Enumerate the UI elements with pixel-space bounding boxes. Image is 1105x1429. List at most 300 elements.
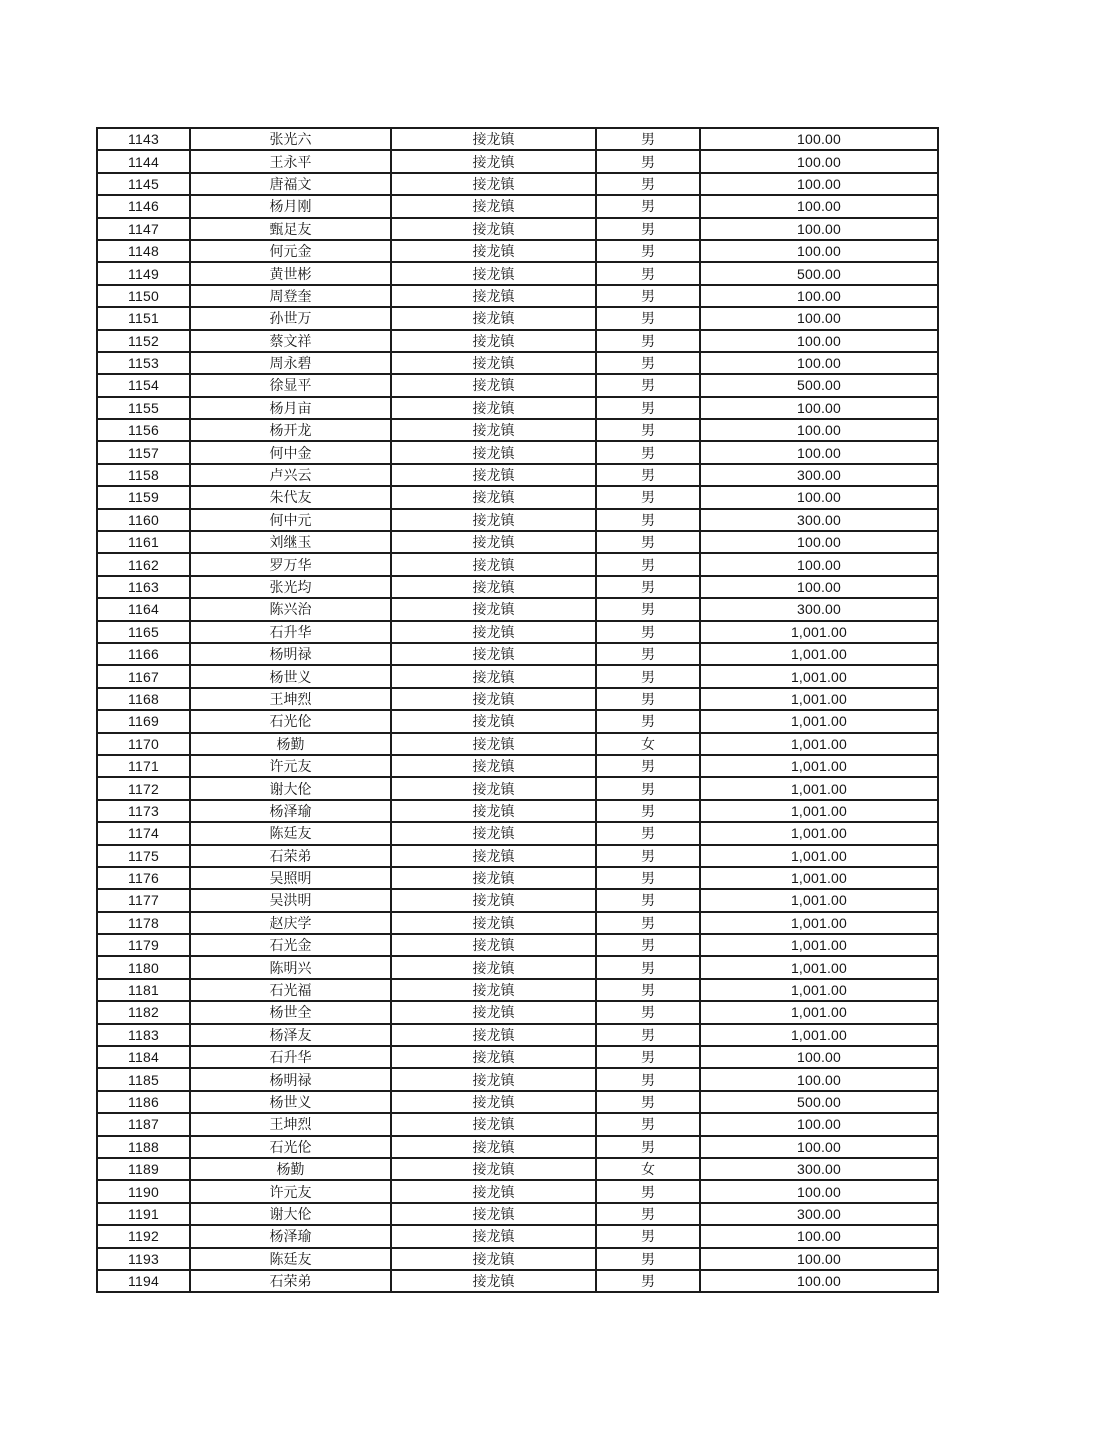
cell-town: 接龙镇 (391, 1046, 596, 1068)
cell-town: 接龙镇 (391, 889, 596, 911)
table-row (97, 1068, 938, 1090)
table-row (97, 733, 938, 755)
table-row (97, 1270, 938, 1292)
cell-name: 石光伦 (190, 710, 391, 732)
cell-town: 接龙镇 (391, 240, 596, 262)
cell-amount: 100.00 (700, 1248, 938, 1270)
cell-gender: 男 (596, 195, 700, 217)
cell-name: 王永平 (190, 150, 391, 172)
table-row (97, 1046, 938, 1068)
cell-id: 1163 (97, 576, 190, 598)
cell-gender: 男 (596, 800, 700, 822)
cell-amount: 300.00 (700, 1203, 938, 1225)
cell-id: 1172 (97, 777, 190, 799)
cell-id: 1180 (97, 956, 190, 978)
cell-name: 甄足友 (190, 218, 391, 240)
table-body (97, 128, 938, 1292)
beneficiary-table (96, 127, 939, 1293)
cell-gender: 男 (596, 665, 700, 687)
cell-id: 1160 (97, 509, 190, 531)
cell-name: 罗万华 (190, 553, 391, 575)
cell-gender: 男 (596, 755, 700, 777)
table-row (97, 374, 938, 396)
cell-amount: 100.00 (700, 307, 938, 329)
cell-town: 接龙镇 (391, 1248, 596, 1270)
cell-gender: 男 (596, 979, 700, 1001)
cell-town: 接龙镇 (391, 576, 596, 598)
cell-id: 1188 (97, 1136, 190, 1158)
cell-town: 接龙镇 (391, 845, 596, 867)
cell-town: 接龙镇 (391, 285, 596, 307)
cell-gender: 男 (596, 1248, 700, 1270)
cell-id: 1146 (97, 195, 190, 217)
table-row (97, 1024, 938, 1046)
table-row (97, 173, 938, 195)
cell-name: 陈明兴 (190, 956, 391, 978)
table-row (97, 509, 938, 531)
cell-id: 1153 (97, 352, 190, 374)
cell-id: 1184 (97, 1046, 190, 1068)
table-row (97, 307, 938, 329)
cell-name: 陈廷友 (190, 822, 391, 844)
cell-name: 石光伦 (190, 1136, 391, 1158)
table-row (97, 1136, 938, 1158)
cell-town: 接龙镇 (391, 1158, 596, 1180)
cell-name: 杨泽瑜 (190, 800, 391, 822)
cell-gender: 男 (596, 912, 700, 934)
cell-id: 1152 (97, 330, 190, 352)
cell-id: 1159 (97, 486, 190, 508)
cell-name: 王坤烈 (190, 688, 391, 710)
table-row (97, 777, 938, 799)
table-row (97, 576, 938, 598)
table-row (97, 553, 938, 575)
table-row (97, 710, 938, 732)
table-row (97, 643, 938, 665)
cell-name: 许元友 (190, 755, 391, 777)
cell-name: 杨勤 (190, 1158, 391, 1180)
cell-id: 1176 (97, 867, 190, 889)
cell-amount: 500.00 (700, 1091, 938, 1113)
cell-amount: 100.00 (700, 1046, 938, 1068)
cell-town: 接龙镇 (391, 755, 596, 777)
cell-town: 接龙镇 (391, 173, 596, 195)
cell-id: 1171 (97, 755, 190, 777)
cell-name: 杨明禄 (190, 643, 391, 665)
table-row (97, 240, 938, 262)
cell-id: 1154 (97, 374, 190, 396)
cell-gender: 女 (596, 1158, 700, 1180)
cell-amount: 1,001.00 (700, 755, 938, 777)
cell-id: 1192 (97, 1225, 190, 1247)
cell-id: 1194 (97, 1270, 190, 1292)
cell-name: 刘继玉 (190, 531, 391, 553)
cell-amount: 100.00 (700, 1180, 938, 1202)
cell-id: 1144 (97, 150, 190, 172)
cell-town: 接龙镇 (391, 1136, 596, 1158)
cell-town: 接龙镇 (391, 262, 596, 284)
cell-id: 1175 (97, 845, 190, 867)
cell-town: 接龙镇 (391, 218, 596, 240)
cell-town: 接龙镇 (391, 553, 596, 575)
cell-name: 杨世义 (190, 1091, 391, 1113)
cell-town: 接龙镇 (391, 979, 596, 1001)
cell-gender: 男 (596, 688, 700, 710)
cell-name: 朱代友 (190, 486, 391, 508)
cell-gender: 男 (596, 956, 700, 978)
cell-town: 接龙镇 (391, 1001, 596, 1023)
cell-name: 谢大伦 (190, 777, 391, 799)
table-row (97, 531, 938, 553)
cell-gender: 男 (596, 240, 700, 262)
cell-name: 卢兴云 (190, 464, 391, 486)
cell-id: 1166 (97, 643, 190, 665)
cell-name: 杨月亩 (190, 397, 391, 419)
cell-gender: 男 (596, 1180, 700, 1202)
cell-town: 接龙镇 (391, 307, 596, 329)
cell-gender: 男 (596, 576, 700, 598)
cell-town: 接龙镇 (391, 934, 596, 956)
cell-amount: 1,001.00 (700, 912, 938, 934)
table-row (97, 464, 938, 486)
cell-town: 接龙镇 (391, 822, 596, 844)
table-row (97, 352, 938, 374)
cell-name: 陈兴治 (190, 598, 391, 620)
cell-town: 接龙镇 (391, 1091, 596, 1113)
cell-gender: 男 (596, 531, 700, 553)
table-row (97, 800, 938, 822)
cell-town: 接龙镇 (391, 800, 596, 822)
cell-name: 杨泽友 (190, 1024, 391, 1046)
cell-gender: 男 (596, 486, 700, 508)
table-row (97, 889, 938, 911)
cell-id: 1189 (97, 1158, 190, 1180)
cell-name: 杨世全 (190, 1001, 391, 1023)
cell-id: 1181 (97, 979, 190, 1001)
cell-gender: 男 (596, 1046, 700, 1068)
cell-amount: 1,001.00 (700, 777, 938, 799)
cell-gender: 男 (596, 621, 700, 643)
cell-id: 1143 (97, 128, 190, 150)
cell-gender: 男 (596, 441, 700, 463)
table-row (97, 912, 938, 934)
cell-name: 杨勤 (190, 733, 391, 755)
cell-amount: 1,001.00 (700, 1024, 938, 1046)
table-row (97, 822, 938, 844)
cell-town: 接龙镇 (391, 912, 596, 934)
cell-name: 周登奎 (190, 285, 391, 307)
cell-name: 石荣弟 (190, 1270, 391, 1292)
cell-name: 谢大伦 (190, 1203, 391, 1225)
table-row (97, 1158, 938, 1180)
cell-town: 接龙镇 (391, 150, 596, 172)
cell-gender: 男 (596, 710, 700, 732)
cell-amount: 500.00 (700, 262, 938, 284)
cell-gender: 男 (596, 934, 700, 956)
cell-id: 1173 (97, 800, 190, 822)
cell-amount: 100.00 (700, 576, 938, 598)
cell-amount: 100.00 (700, 486, 938, 508)
cell-amount: 1,001.00 (700, 643, 938, 665)
cell-name: 孙世万 (190, 307, 391, 329)
table-row (97, 755, 938, 777)
cell-gender: 男 (596, 643, 700, 665)
cell-amount: 1,001.00 (700, 889, 938, 911)
cell-amount: 100.00 (700, 128, 938, 150)
table-row (97, 486, 938, 508)
cell-id: 1191 (97, 1203, 190, 1225)
cell-amount: 1,001.00 (700, 710, 938, 732)
cell-gender: 男 (596, 218, 700, 240)
cell-amount: 100.00 (700, 397, 938, 419)
cell-id: 1164 (97, 598, 190, 620)
cell-id: 1155 (97, 397, 190, 419)
cell-amount: 300.00 (700, 1158, 938, 1180)
cell-gender: 男 (596, 509, 700, 531)
cell-gender: 男 (596, 1203, 700, 1225)
table-row (97, 128, 938, 150)
table-row (97, 1180, 938, 1202)
cell-town: 接龙镇 (391, 598, 596, 620)
table-row (97, 419, 938, 441)
cell-town: 接龙镇 (391, 688, 596, 710)
cell-id: 1145 (97, 173, 190, 195)
cell-id: 1193 (97, 1248, 190, 1270)
cell-id: 1169 (97, 710, 190, 732)
cell-gender: 男 (596, 1136, 700, 1158)
cell-id: 1162 (97, 553, 190, 575)
cell-gender: 男 (596, 150, 700, 172)
cell-amount: 100.00 (700, 330, 938, 352)
cell-amount: 300.00 (700, 464, 938, 486)
cell-town: 接龙镇 (391, 531, 596, 553)
cell-gender: 男 (596, 1068, 700, 1090)
table-row (97, 1225, 938, 1247)
table-row (97, 1203, 938, 1225)
cell-amount: 1,001.00 (700, 1001, 938, 1023)
cell-id: 1165 (97, 621, 190, 643)
cell-name: 黄世彬 (190, 262, 391, 284)
cell-id: 1150 (97, 285, 190, 307)
cell-amount: 300.00 (700, 509, 938, 531)
cell-id: 1187 (97, 1113, 190, 1135)
cell-name: 杨泽瑜 (190, 1225, 391, 1247)
cell-id: 1158 (97, 464, 190, 486)
cell-amount: 1,001.00 (700, 822, 938, 844)
table-row (97, 867, 938, 889)
cell-name: 杨开龙 (190, 419, 391, 441)
cell-gender: 男 (596, 822, 700, 844)
table-row (97, 441, 938, 463)
cell-name: 何中元 (190, 509, 391, 531)
cell-gender: 男 (596, 419, 700, 441)
cell-gender: 男 (596, 1225, 700, 1247)
cell-gender: 男 (596, 307, 700, 329)
table-row (97, 665, 938, 687)
cell-name: 张光均 (190, 576, 391, 598)
cell-name: 石光福 (190, 979, 391, 1001)
cell-gender: 男 (596, 867, 700, 889)
cell-name: 唐福文 (190, 173, 391, 195)
cell-gender: 男 (596, 1113, 700, 1135)
table-row (97, 150, 938, 172)
cell-id: 1178 (97, 912, 190, 934)
cell-amount: 100.00 (700, 1068, 938, 1090)
table-row (97, 845, 938, 867)
table-row (97, 262, 938, 284)
cell-town: 接龙镇 (391, 441, 596, 463)
cell-id: 1151 (97, 307, 190, 329)
table-row (97, 397, 938, 419)
cell-town: 接龙镇 (391, 486, 596, 508)
cell-amount: 100.00 (700, 218, 938, 240)
cell-id: 1168 (97, 688, 190, 710)
cell-gender: 男 (596, 1001, 700, 1023)
cell-town: 接龙镇 (391, 643, 596, 665)
cell-town: 接龙镇 (391, 1068, 596, 1090)
cell-amount: 100.00 (700, 531, 938, 553)
table-row (97, 1113, 938, 1135)
cell-gender: 男 (596, 262, 700, 284)
cell-town: 接龙镇 (391, 352, 596, 374)
cell-town: 接龙镇 (391, 128, 596, 150)
cell-amount: 100.00 (700, 173, 938, 195)
table-row (97, 285, 938, 307)
cell-id: 1157 (97, 441, 190, 463)
cell-gender: 男 (596, 128, 700, 150)
cell-gender: 男 (596, 173, 700, 195)
cell-name: 许元友 (190, 1180, 391, 1202)
cell-gender: 男 (596, 285, 700, 307)
cell-id: 1170 (97, 733, 190, 755)
cell-amount: 1,001.00 (700, 621, 938, 643)
table-row (97, 598, 938, 620)
cell-town: 接龙镇 (391, 1180, 596, 1202)
cell-town: 接龙镇 (391, 1113, 596, 1135)
table-row (97, 1091, 938, 1113)
cell-gender: 男 (596, 464, 700, 486)
cell-name: 张光六 (190, 128, 391, 150)
cell-amount: 1,001.00 (700, 665, 938, 687)
cell-name: 蔡文祥 (190, 330, 391, 352)
cell-id: 1156 (97, 419, 190, 441)
table-row (97, 218, 938, 240)
cell-id: 1148 (97, 240, 190, 262)
cell-town: 接龙镇 (391, 195, 596, 217)
cell-name: 吴洪明 (190, 889, 391, 911)
cell-amount: 100.00 (700, 1225, 938, 1247)
table-row (97, 621, 938, 643)
cell-amount: 100.00 (700, 1113, 938, 1135)
cell-id: 1190 (97, 1180, 190, 1202)
cell-gender: 男 (596, 845, 700, 867)
cell-amount: 100.00 (700, 1136, 938, 1158)
cell-gender: 男 (596, 397, 700, 419)
cell-name: 徐显平 (190, 374, 391, 396)
table-row (97, 688, 938, 710)
cell-amount: 100.00 (700, 285, 938, 307)
cell-town: 接龙镇 (391, 733, 596, 755)
cell-gender: 男 (596, 553, 700, 575)
cell-gender: 男 (596, 598, 700, 620)
cell-town: 接龙镇 (391, 1225, 596, 1247)
cell-amount: 1,001.00 (700, 867, 938, 889)
cell-id: 1147 (97, 218, 190, 240)
table-row (97, 1001, 938, 1023)
cell-town: 接龙镇 (391, 330, 596, 352)
cell-amount: 1,001.00 (700, 934, 938, 956)
cell-amount: 1,001.00 (700, 956, 938, 978)
cell-id: 1174 (97, 822, 190, 844)
cell-town: 接龙镇 (391, 419, 596, 441)
cell-town: 接龙镇 (391, 1203, 596, 1225)
cell-name: 石光金 (190, 934, 391, 956)
cell-amount: 1,001.00 (700, 733, 938, 755)
cell-amount: 100.00 (700, 150, 938, 172)
cell-name: 杨明禄 (190, 1068, 391, 1090)
cell-town: 接龙镇 (391, 956, 596, 978)
table-row (97, 1248, 938, 1270)
cell-amount: 1,001.00 (700, 800, 938, 822)
cell-amount: 100.00 (700, 553, 938, 575)
cell-town: 接龙镇 (391, 509, 596, 531)
cell-gender: 男 (596, 374, 700, 396)
cell-id: 1185 (97, 1068, 190, 1090)
cell-gender: 男 (596, 777, 700, 799)
cell-town: 接龙镇 (391, 665, 596, 687)
table-row (97, 330, 938, 352)
cell-town: 接龙镇 (391, 1270, 596, 1292)
cell-town: 接龙镇 (391, 710, 596, 732)
cell-town: 接龙镇 (391, 374, 596, 396)
cell-town: 接龙镇 (391, 397, 596, 419)
cell-id: 1183 (97, 1024, 190, 1046)
cell-gender: 男 (596, 1091, 700, 1113)
cell-gender: 男 (596, 889, 700, 911)
cell-id: 1167 (97, 665, 190, 687)
cell-amount: 1,001.00 (700, 845, 938, 867)
cell-name: 王坤烈 (190, 1113, 391, 1135)
cell-amount: 100.00 (700, 352, 938, 374)
cell-amount: 100.00 (700, 240, 938, 262)
cell-amount: 100.00 (700, 441, 938, 463)
cell-id: 1149 (97, 262, 190, 284)
table-row (97, 934, 938, 956)
cell-gender: 女 (596, 733, 700, 755)
cell-gender: 男 (596, 330, 700, 352)
cell-amount: 100.00 (700, 419, 938, 441)
cell-id: 1161 (97, 531, 190, 553)
cell-id: 1182 (97, 1001, 190, 1023)
cell-amount: 100.00 (700, 1270, 938, 1292)
cell-town: 接龙镇 (391, 777, 596, 799)
cell-name: 杨世义 (190, 665, 391, 687)
cell-name: 吴照明 (190, 867, 391, 889)
cell-town: 接龙镇 (391, 1024, 596, 1046)
cell-id: 1186 (97, 1091, 190, 1113)
cell-name: 杨月刚 (190, 195, 391, 217)
cell-amount: 100.00 (700, 195, 938, 217)
table-row (97, 979, 938, 1001)
cell-name: 何元金 (190, 240, 391, 262)
cell-name: 陈廷友 (190, 1248, 391, 1270)
cell-town: 接龙镇 (391, 867, 596, 889)
cell-gender: 男 (596, 1270, 700, 1292)
table-row (97, 956, 938, 978)
cell-id: 1179 (97, 934, 190, 956)
cell-town: 接龙镇 (391, 621, 596, 643)
cell-id: 1177 (97, 889, 190, 911)
